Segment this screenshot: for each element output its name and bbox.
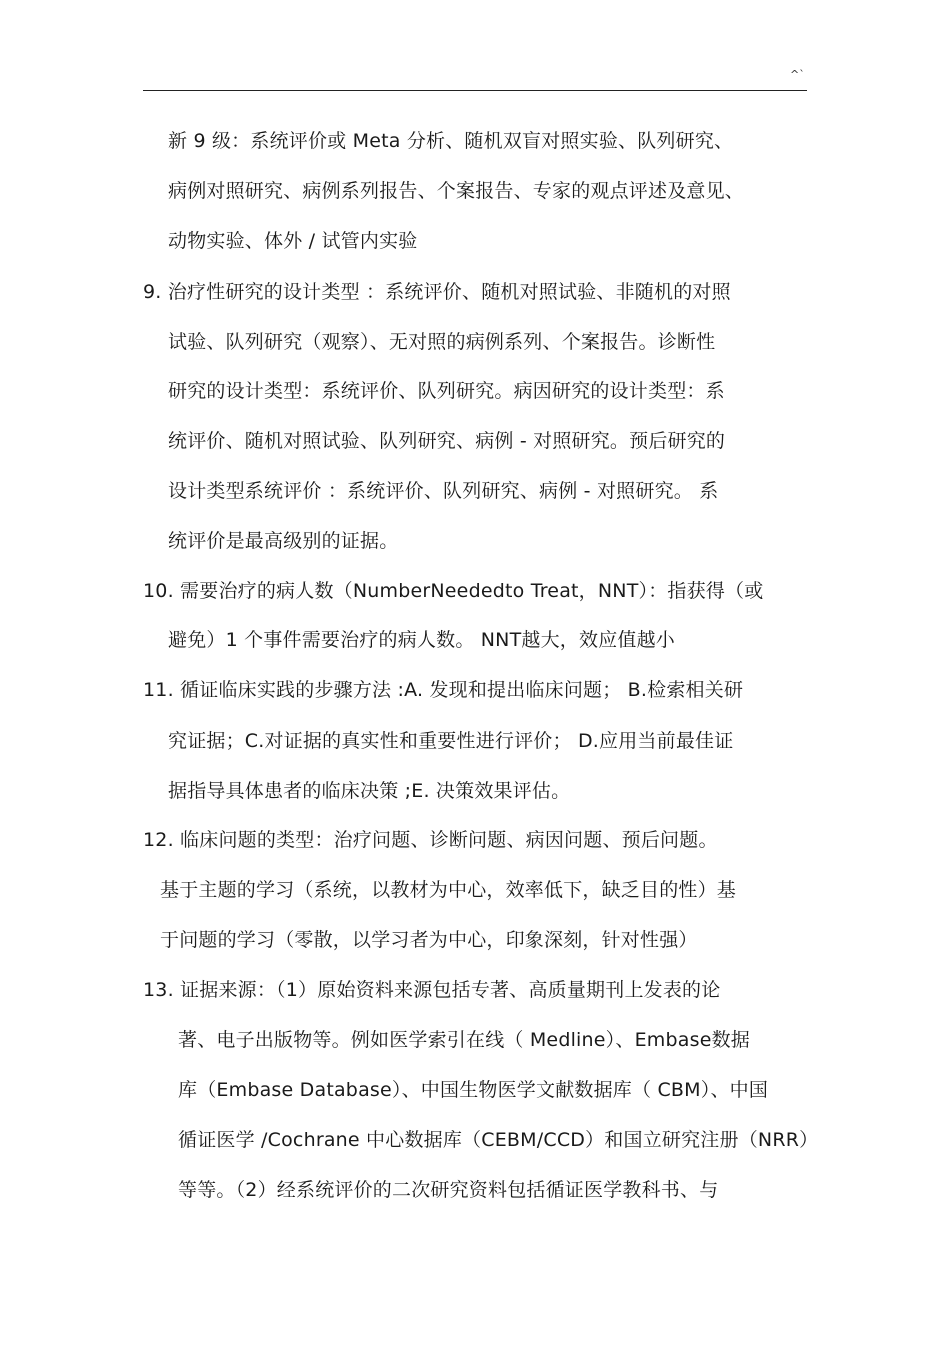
- header-mark: ^`: [790, 68, 805, 81]
- item-13-line-3: 库（Embase Database）、中国生物医学文献数据库（ CBM）、中国: [178, 1079, 769, 1101]
- item-9-line-1: 9. 治疗性研究的设计类型 ：系统评价、随机对照试验、非随机的对照: [143, 281, 731, 303]
- item-12-line-3: 于问题的学习（零散，以学习者为中心，印象深刻，针对性强）: [160, 929, 698, 951]
- text-line-3: 动物实验、体外 / 试管内实验: [168, 230, 418, 252]
- header-rule: [143, 90, 807, 91]
- item-13-line-4: 循证医学 /Cochrane 中心数据库（CEBM/CCD）和国立研究注册（NRR）: [178, 1129, 819, 1151]
- item-9-line-2: 试验、队列研究（观察）、无对照的病例系列、个案报告。诊断性: [168, 331, 716, 353]
- item-10-line-1: 10. 需要治疗的病人数（NumberNeededto Treat，NNT）：指获得（或: [143, 580, 764, 602]
- text-line-2: 病例对照研究、病例系列报告、个案报告、专家的观点评述及意见、: [168, 180, 745, 202]
- item-9-line-3: 研究的设计类型：系统评价、队列研究。病因研究的设计类型：系: [168, 380, 725, 402]
- item-9-line-4: 统评价、随机对照试验、队列研究、病例 - 对照研究。预后研究的: [168, 430, 726, 452]
- item-13-line-5: 等等。（2）经系统评价的二次研究资料包括循证医学教科书、与: [178, 1179, 719, 1201]
- item-13-line-1: 13. 证据来源：（1）原始资料来源包括专著、高质量期刊上发表的论: [143, 979, 721, 1001]
- item-10-line-2: 避免）1 个事件需要治疗的病人数。 NNT越大，效应值越小: [168, 629, 676, 651]
- item-12-line-2: 基于主题的学习（系统，以教材为中心，效率低下，缺乏目的性）基: [160, 879, 737, 901]
- item-12-line-1: 12. 临床问题的类型：治疗问题、诊断问题、病因问题、预后问题。: [143, 829, 718, 851]
- text-line-1: 新 9 级：系统评价或 Meta 分析、随机双盲对照实验、队列研究、: [168, 130, 734, 152]
- item-11-line-3: 据指导具体患者的临床决策 ;E. 决策效果评估。: [168, 780, 571, 802]
- item-11-line-1: 11. 循证临床实践的步骤方法 :A. 发现和提出临床问题； B.检索相关研: [143, 679, 744, 701]
- item-11-line-2: 究证据；C.对证据的真实性和重要性进行评价； D.应用当前最佳证: [168, 730, 734, 752]
- item-9-line-6: 统评价是最高级别的证据。: [168, 530, 399, 552]
- item-13-line-2: 著、电子出版物等。例如医学索引在线（ Medline）、Embase数据: [178, 1029, 750, 1051]
- item-9-line-5: 设计类型系统评价 ：系统评价、队列研究、病例 - 对照研究。 系: [168, 480, 719, 502]
